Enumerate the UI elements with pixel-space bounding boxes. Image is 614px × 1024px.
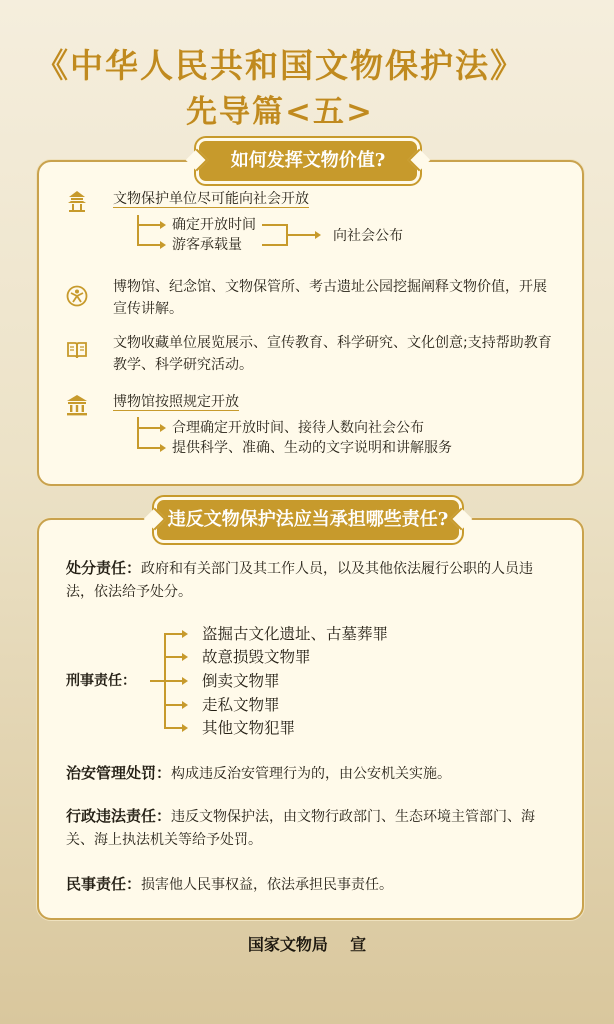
issuer-suffix: 宣	[350, 935, 367, 954]
visitor-capacity-item: 游客承载量	[172, 237, 242, 253]
open-book-icon	[66, 339, 88, 361]
explanation-service-item: 提供科学、准确、生动的文字说明和讲解服务	[172, 440, 452, 456]
administrative-label: 行政违法责任：	[66, 807, 172, 825]
flag-people-icon	[66, 285, 88, 307]
section-liability-heading: 违反文物保护法应当承担哪些责任?	[154, 497, 462, 543]
opening-hours-item: 确定开放时间	[172, 217, 256, 233]
crime-item-damaging: 故意损毁文物罪	[202, 648, 311, 666]
administrative-text: 违反文物保护法，由文物行政部门、生态环境主管部门、海关、海上执法机关等给予处罚。	[66, 809, 536, 848]
criminal-label: 刑事责任：	[66, 673, 136, 689]
museum-role-text: 博物馆、纪念馆、文物保管所、考古遗址公园挖掘阐释文物价值，开展宣传讲解。	[113, 279, 547, 317]
opening-hours-announce-item: 合理确定开放时间、接待人数向社会公布	[172, 420, 424, 436]
disciplinary-liability	[66, 557, 556, 604]
museum-icon	[66, 394, 88, 416]
open-to-public-title: 文物保护单位尽可能向社会开放	[113, 191, 309, 207]
disciplinary-text: 政府和有关部门及其工作人员，以及其他依法履行公职的人员违法，依法给予处分。	[66, 561, 534, 600]
pavilion-icon	[66, 190, 88, 212]
poster-subtitle: 先导篇<五>	[186, 94, 374, 130]
disciplinary-label: 处分责任：	[66, 559, 142, 577]
crime-item-tomb-robbing: 盗掘古文化遗址、古墓葬罪	[202, 625, 389, 643]
public-security-penalty	[66, 762, 556, 786]
public-security-text: 构成违反治安管理行为的，由公安机关实施。	[171, 766, 452, 782]
civil-liability	[66, 873, 556, 897]
announce-to-public-item: 向社会公布	[333, 228, 403, 244]
section-value-heading: 如何发挥文物价值?	[196, 138, 420, 184]
administrative-liability	[66, 805, 561, 852]
issuer-name: 国家文物局	[247, 935, 328, 954]
collection-units-text: 文物收藏单位展览展示、宣传教育、科学研究、文化创意;支持帮助教育教学、科学研究活动。	[113, 335, 552, 373]
civil-label: 民事责任：	[66, 875, 142, 893]
crime-item-smuggling: 走私文物罪	[202, 696, 280, 714]
crime-item-other: 其他文物犯罪	[202, 719, 296, 737]
museum-opening-title: 博物馆按照规定开放	[113, 394, 239, 410]
crime-item-reselling: 倒卖文物罪	[202, 672, 280, 690]
issuer-footer	[0, 932, 614, 955]
civil-text: 损害他人民事权益，依法承担民事责任。	[141, 877, 394, 893]
public-security-label: 治安管理处罚：	[66, 764, 172, 782]
poster-title: 《中华人民共和国文物保护法》	[35, 46, 525, 85]
